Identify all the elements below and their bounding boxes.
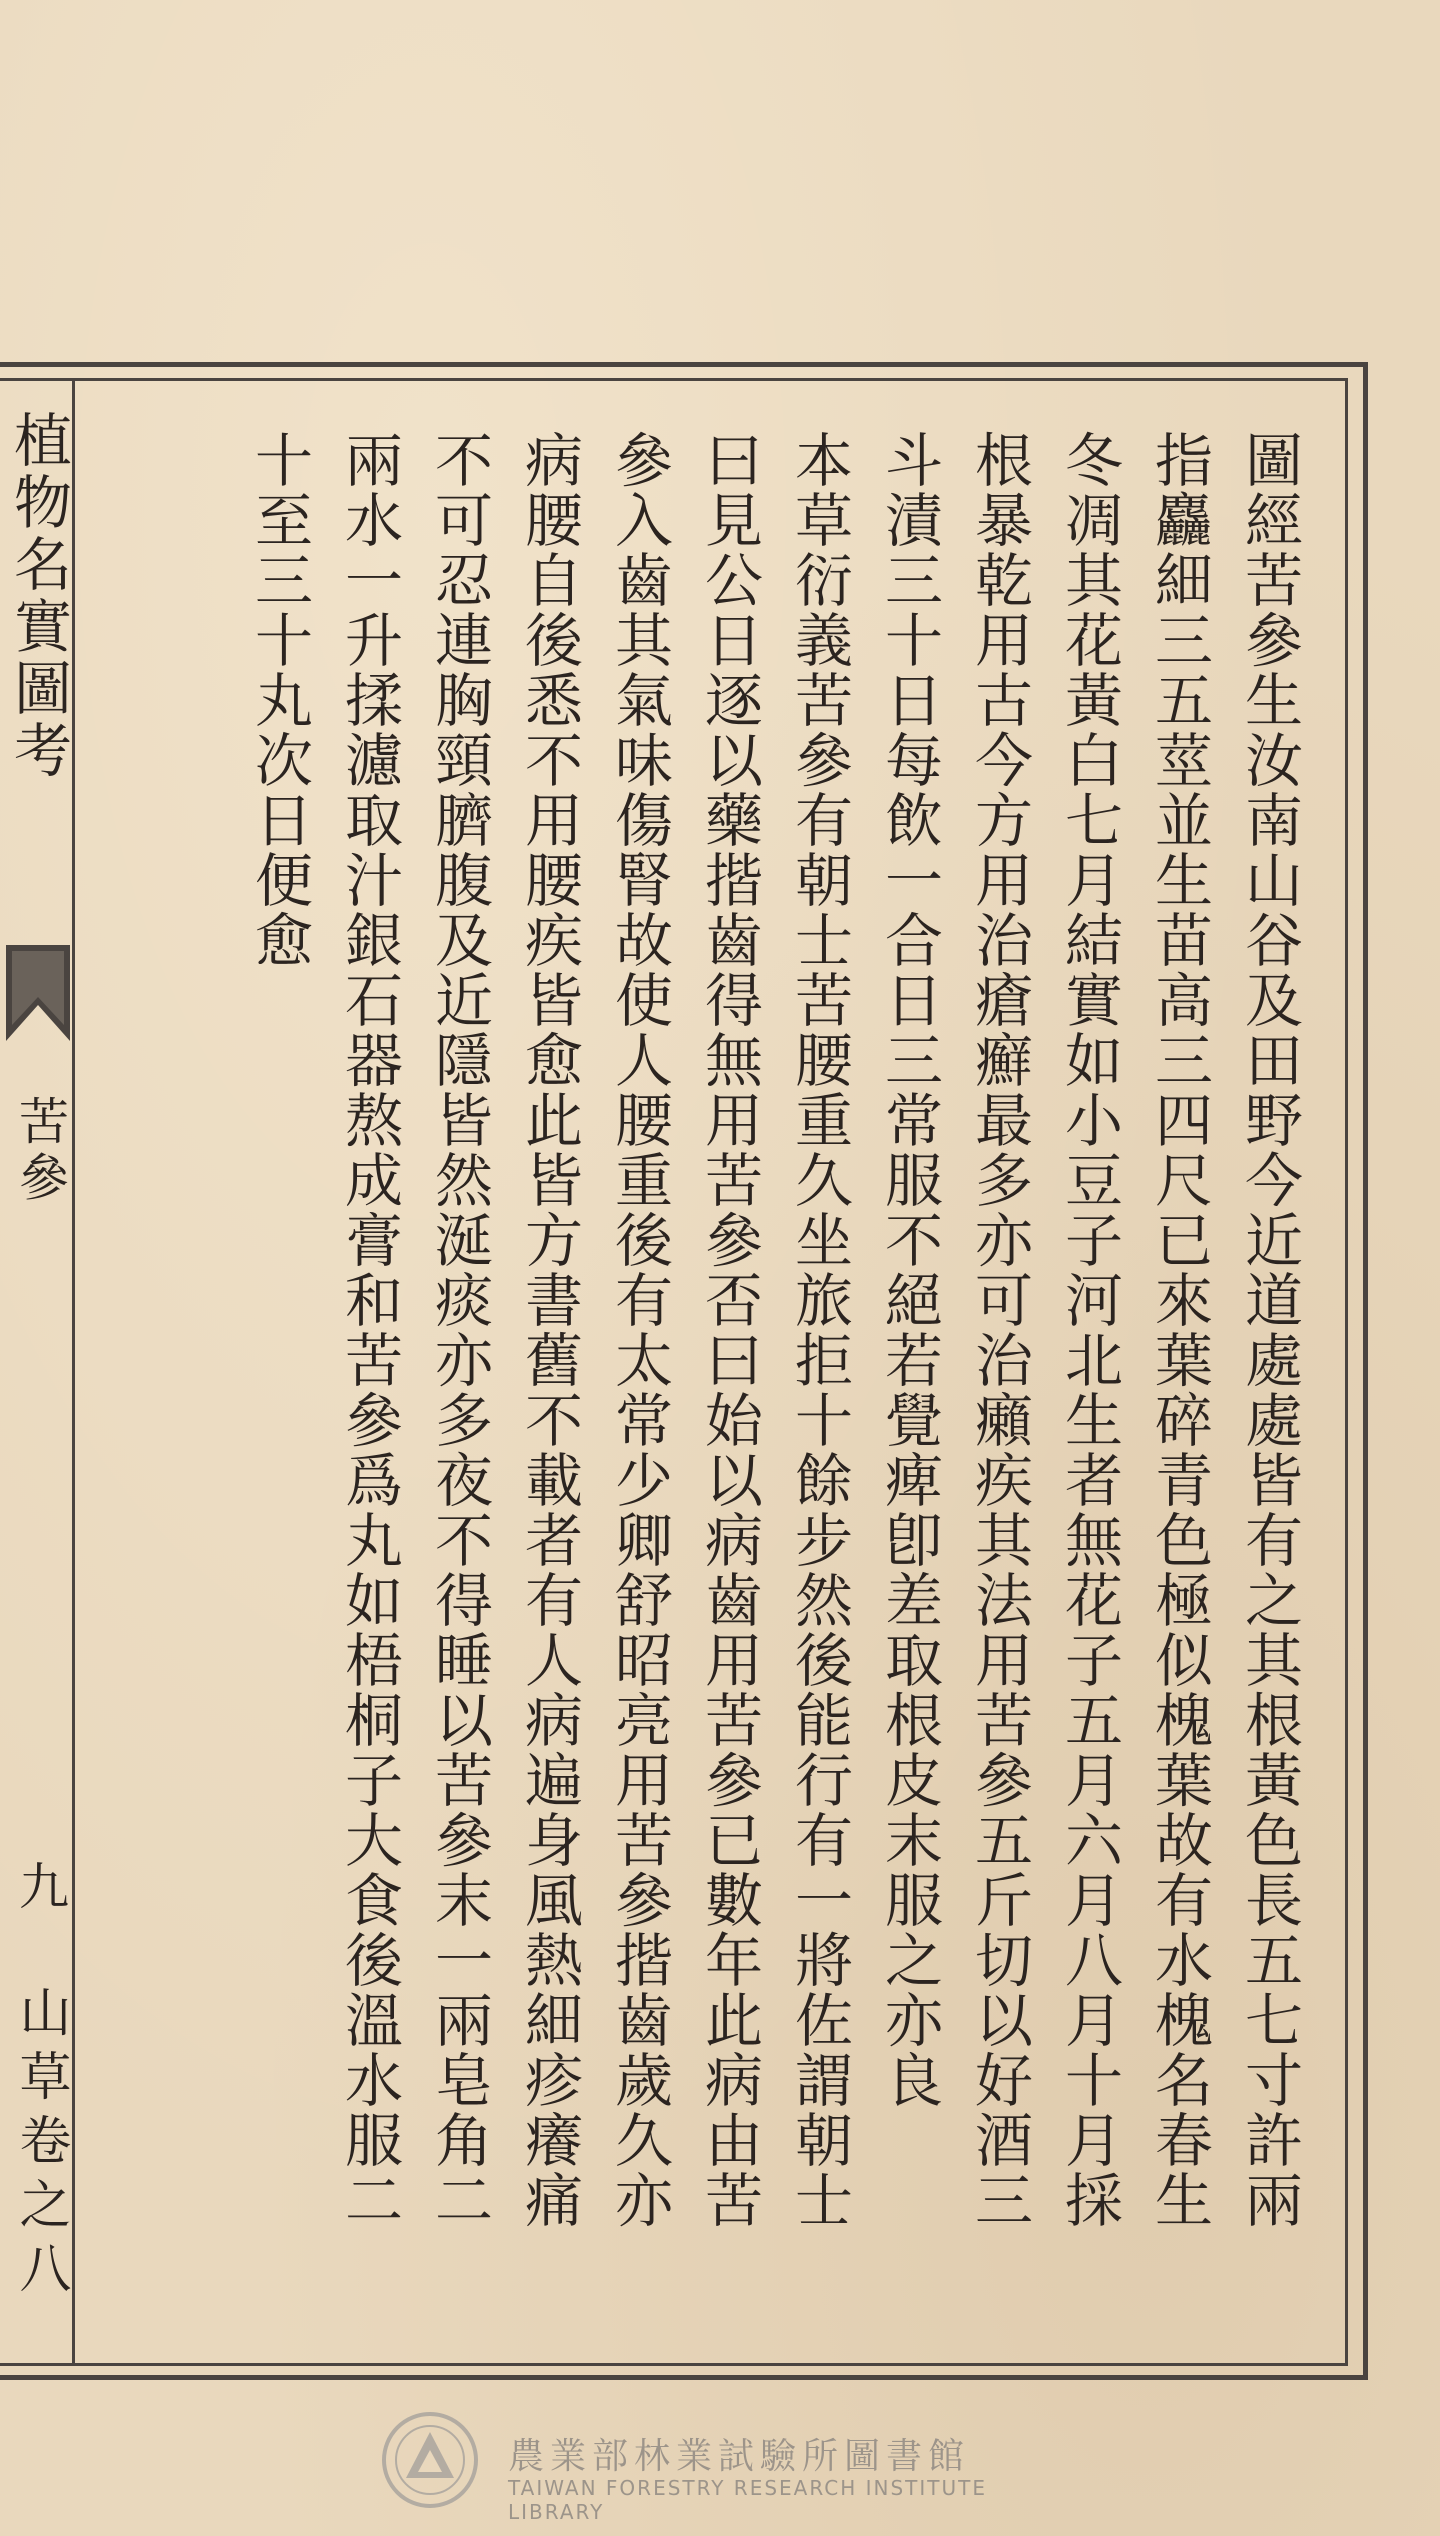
library-seal-icon [380,2410,480,2510]
library-name-english: TAIWAN FORESTRY RESEARCH INSTITUTE LIBRARY [508,2476,987,2524]
text-column-11: 兩水一升揉濾取汁銀石器熬成膏和苦參爲丸如梧桐子大食後溫水服二 [335,430,403,2230]
text-column-8: 參入齒其氣味傷腎故使人腰重後有太常少卿舒昭亮用苦參揩齒歲久亦 [605,430,673,2230]
text-column-1: 圖經苦參生汝南山谷及田野今近道處處皆有之其根黃色長五七寸許兩 [1235,430,1303,2230]
text-column-7: 曰見公日逐以藥揩齒得無用苦參否曰始以病齒用苦參已數年此病由苦 [695,430,763,2230]
text-column-4: 根暴乾用古今方用治瘡癬最多亦可治癩疾其法用苦參五斤切以好酒三 [965,430,1033,2230]
herb-heading: 苦參 [11,1095,69,1207]
page-number: 九 [11,1860,69,1910]
library-name-chinese: 農業部林業試驗所圖書館 [508,2436,971,2477]
volume-label: 山草卷之八 [10,1985,70,2305]
text-column-9: 病腰自後悉不用腰疾皆愈此皆方書舊不載者有人病遍身風熱細疹癢痛 [515,430,583,2230]
text-column-6: 本草衍義苦參有朝士苦腰重久坐旅拒十餘步然後能行有一將佐謂朝士 [785,430,853,2230]
fishtail-mark-icon [4,945,70,1041]
margin-rule [72,378,75,2366]
text-column-2: 指麤細三五莖並生苗高三四尺已來葉碎青色極似槐葉故有水槐名春生 [1145,430,1213,2230]
text-column-12: 十至三十丸次日便愈 [245,430,313,970]
library-watermark [380,2410,1080,2524]
text-column-5: 斗漬三十日每飲一合日三常服不絕若覺痺卽差取根皮末服之亦良 [875,430,943,2110]
text-column-10: 不可忍連胸頸臍腹及近隱皆然涎痰亦多夜不得睡以苦參末一兩皂角二 [425,430,493,2230]
book-title: 植物名實圖考 [4,410,72,782]
text-column-3: 冬凋其花黃白七月結實如小豆子河北生者無花子五月六月八月十月採 [1055,430,1123,2230]
